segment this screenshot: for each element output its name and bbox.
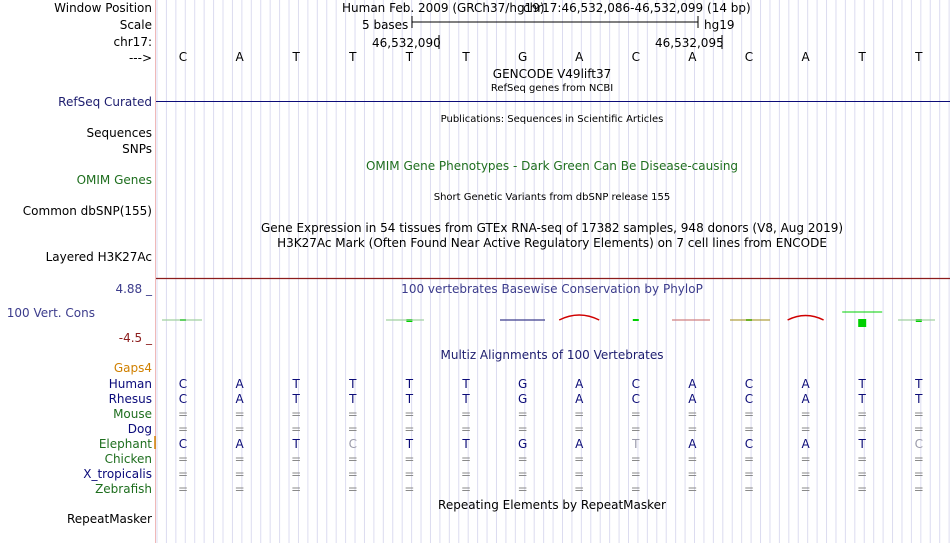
- alignment-base: =: [234, 482, 245, 496]
- vert-cons-label[interactable]: 100 Vert. Cons: [6, 306, 95, 320]
- alignment-base: G: [517, 392, 528, 406]
- alignment-base: =: [743, 452, 755, 466]
- alignment-base: T: [405, 437, 414, 451]
- alignment-base: =: [404, 452, 415, 466]
- alignment-base: =: [177, 482, 189, 496]
- alignment-base: C: [348, 437, 357, 451]
- alignment-base: =: [687, 407, 698, 421]
- refseq-curated-label[interactable]: RefSeq Curated: [58, 95, 152, 109]
- alignment-base: =: [517, 482, 528, 496]
- alignment-base: C: [744, 437, 754, 451]
- alignment-base: A: [575, 377, 584, 391]
- alignment-base: =: [460, 467, 472, 481]
- alignment-base: =: [234, 422, 245, 436]
- reference-base: T: [405, 50, 414, 64]
- alignment-base: =: [291, 467, 302, 481]
- cons-min-label: -4.5 _: [118, 331, 152, 345]
- alignment-base: =: [743, 422, 755, 436]
- sequences-label[interactable]: Sequences: [86, 126, 152, 140]
- alignment-base: =: [347, 422, 358, 436]
- strand-label[interactable]: --->: [128, 51, 152, 65]
- reference-base: T: [915, 50, 923, 64]
- alignment-base: =: [743, 467, 755, 481]
- alignment-base: =: [913, 467, 924, 481]
- alignment-base: =: [574, 407, 585, 421]
- alignment-base: =: [291, 482, 302, 496]
- alignment-base: =: [517, 452, 528, 466]
- reference-base: A: [688, 50, 697, 64]
- species-label[interactable]: Human: [108, 377, 152, 391]
- alignment-base: T: [292, 377, 300, 391]
- alignment-base: A: [235, 377, 244, 391]
- alignment-base: =: [687, 452, 698, 466]
- alignment-base: =: [857, 407, 868, 421]
- reference-base: C: [631, 50, 640, 64]
- alignment-base: =: [404, 422, 415, 436]
- alignment-base: =: [574, 452, 585, 466]
- alignment-base: =: [347, 482, 358, 496]
- scale-text: 5 bases: [362, 18, 409, 32]
- alignment-base: =: [857, 482, 868, 496]
- alignment-base: =: [630, 407, 641, 421]
- alignment-base: T: [292, 437, 300, 451]
- alignment-base: =: [800, 482, 811, 496]
- species-label[interactable]: Dog: [127, 422, 152, 436]
- reference-base: T: [858, 50, 866, 64]
- reference-base: T: [462, 50, 470, 64]
- reference-base: C: [744, 50, 754, 64]
- alignment-base: =: [347, 467, 358, 481]
- layered-h3k27ac-label[interactable]: Layered H3K27Ac: [45, 250, 152, 264]
- alignment-base: =: [743, 407, 755, 421]
- alignment-base: =: [347, 452, 358, 466]
- species-label[interactable]: Chicken: [104, 452, 152, 466]
- multiz-title: Multiz Alignments of 100 Vertebrates: [440, 348, 664, 362]
- alignment-base: =: [743, 482, 755, 496]
- species-label[interactable]: X_tropicalis: [83, 467, 152, 481]
- omim-genes-label[interactable]: OMIM Genes: [76, 173, 152, 187]
- alignment-base: C: [631, 392, 640, 406]
- alignment-base: =: [800, 452, 811, 466]
- reference-base: A: [235, 50, 244, 64]
- alignment-base: =: [177, 407, 189, 421]
- alignment-base: A: [801, 377, 810, 391]
- alignment-base: =: [291, 407, 302, 421]
- reference-base: T: [292, 50, 300, 64]
- alignment-base: A: [801, 392, 810, 406]
- alignment-base: A: [688, 392, 697, 406]
- reference-base: A: [575, 50, 584, 64]
- reference-base: C: [178, 50, 188, 64]
- alignment-base: A: [688, 377, 697, 391]
- alignment-base: T: [462, 392, 470, 406]
- alignment-base: T: [632, 437, 640, 451]
- publications-title: Publications: Sequences in Scientific Articles: [440, 114, 664, 125]
- db-text: hg19: [704, 18, 735, 32]
- repeatmasker-title: Repeating Elements by RepeatMasker: [438, 498, 666, 512]
- alignment-base: =: [630, 467, 641, 481]
- phylop-mark: [858, 319, 866, 327]
- alignment-base: =: [800, 407, 811, 421]
- alignment-base: A: [235, 392, 244, 406]
- alignment-base: =: [404, 482, 415, 496]
- alignment-base: T: [858, 437, 866, 451]
- alignment-base: =: [517, 407, 528, 421]
- alignment-base: T: [349, 377, 357, 391]
- species-label[interactable]: Mouse: [113, 407, 152, 421]
- alignment-base: C: [631, 377, 640, 391]
- snps-label[interactable]: SNPs: [122, 142, 152, 156]
- alignment-base: A: [575, 392, 584, 406]
- alignment-base: T: [292, 392, 300, 406]
- alignment-base: =: [517, 467, 528, 481]
- alignment-base: C: [178, 437, 188, 451]
- alignment-base: =: [234, 407, 245, 421]
- alignment-base: =: [630, 482, 641, 496]
- phylop-mark: [559, 315, 599, 320]
- chrom-label: chr17:: [113, 35, 152, 49]
- alignment-base: C: [914, 437, 923, 451]
- alignment-base: =: [857, 452, 868, 466]
- alignment-base: T: [349, 392, 357, 406]
- alignment-base: =: [347, 407, 358, 421]
- window-position-label: Window Position: [54, 1, 152, 15]
- gencode-title[interactable]: GENCODE V49lift37: [492, 67, 612, 81]
- alignment-base: C: [744, 392, 754, 406]
- phylop-title: 100 vertebrates Basewise Conservation by PhyloP: [401, 282, 703, 296]
- alignment-base: =: [574, 467, 585, 481]
- alignment-base: T: [405, 377, 414, 391]
- alignment-base: T: [915, 377, 923, 391]
- alignment-base: =: [913, 407, 924, 421]
- position-text: chr17:46,532,086-46,532,099 (14 bp): [523, 1, 751, 15]
- reference-base: A: [801, 50, 810, 64]
- position-tick-1: 46,532,090: [372, 36, 441, 50]
- alignment-base: =: [913, 422, 924, 436]
- alignment-base: =: [800, 467, 811, 481]
- alignment-base: =: [800, 422, 811, 436]
- alignment-base: =: [574, 482, 585, 496]
- alignment-base: G: [517, 377, 528, 391]
- alignment-base: =: [404, 407, 415, 421]
- reference-base: T: [349, 50, 357, 64]
- species-label[interactable]: Rhesus: [108, 392, 152, 406]
- reference-base: G: [517, 50, 528, 64]
- alignment-base: =: [857, 467, 868, 481]
- alignment-base: A: [575, 437, 584, 451]
- species-label[interactable]: Zebrafish: [95, 482, 152, 496]
- alignment-base: G: [517, 437, 528, 451]
- alignment-base: A: [801, 437, 810, 451]
- alignment-base: =: [687, 467, 698, 481]
- alignment-base: =: [460, 482, 472, 496]
- gaps4-label[interactable]: Gaps4: [113, 361, 152, 375]
- alignment-base: =: [857, 422, 868, 436]
- repeatmasker-label[interactable]: RepeatMasker: [66, 512, 152, 526]
- phylop-graph: [162, 312, 935, 327]
- phylop-mark: [633, 319, 639, 321]
- alignment-base: =: [291, 422, 302, 436]
- h3k27ac-title: H3K27Ac Mark (Often Found Near Active Regulatory Elements) on 7 cell lines from ENCODE: [277, 236, 827, 250]
- alignment-base: A: [235, 437, 244, 451]
- alignment-base: T: [462, 437, 470, 451]
- position-tick-2: 46,532,095: [655, 36, 724, 50]
- alignment-base: =: [177, 422, 189, 436]
- alignment-base: T: [915, 392, 923, 406]
- alignment-base: =: [234, 452, 245, 466]
- alignment-base: =: [687, 482, 698, 496]
- alignment-base: =: [687, 422, 698, 436]
- alignment-base: T: [858, 392, 866, 406]
- alignment-base: =: [291, 452, 302, 466]
- alignment-base: =: [574, 422, 585, 436]
- alignment-base: T: [858, 377, 866, 391]
- alignment-base: =: [404, 467, 415, 481]
- omim-title: OMIM Gene Phenotypes - Dark Green Can Be Disease-causing: [365, 159, 739, 173]
- common-dbsnp-label[interactable]: Common dbSNP(155): [22, 204, 152, 218]
- alignment-base: C: [178, 392, 188, 406]
- alignment-base: C: [744, 377, 754, 391]
- alignment-base: =: [460, 452, 472, 466]
- dbsnp-title: Short Genetic Variants from dbSNP release 155: [433, 192, 671, 203]
- alignment-base: =: [177, 452, 189, 466]
- alignment-base: =: [913, 482, 924, 496]
- assembly-text: Human Feb. 2009 (GRCh37/hg19): [342, 1, 545, 15]
- alignment-base: =: [234, 467, 245, 481]
- alignment-base: =: [177, 467, 189, 481]
- alignment-base: T: [462, 377, 470, 391]
- alignment-base: =: [460, 422, 472, 436]
- species-label[interactable]: Elephant: [98, 437, 152, 451]
- alignment-base: =: [517, 422, 528, 436]
- gtex-title: Gene Expression in 54 tissues from GTEx RNA-seq of 17382 samples, 948 donors (V8, Aug 2019): [260, 221, 844, 235]
- alignment-base: A: [688, 437, 697, 451]
- alignment-base: =: [630, 452, 641, 466]
- refseq-subtitle: RefSeq genes from NCBI: [490, 83, 614, 94]
- alignment-base: C: [178, 377, 188, 391]
- scale-label: Scale: [119, 18, 152, 32]
- alignment-base: =: [630, 422, 641, 436]
- alignment-base: =: [460, 407, 472, 421]
- alignment-base: =: [913, 452, 924, 466]
- alignment-base: T: [405, 392, 414, 406]
- phylop-mark: [788, 316, 824, 321]
- cons-max-label: 4.88 _: [115, 282, 152, 296]
